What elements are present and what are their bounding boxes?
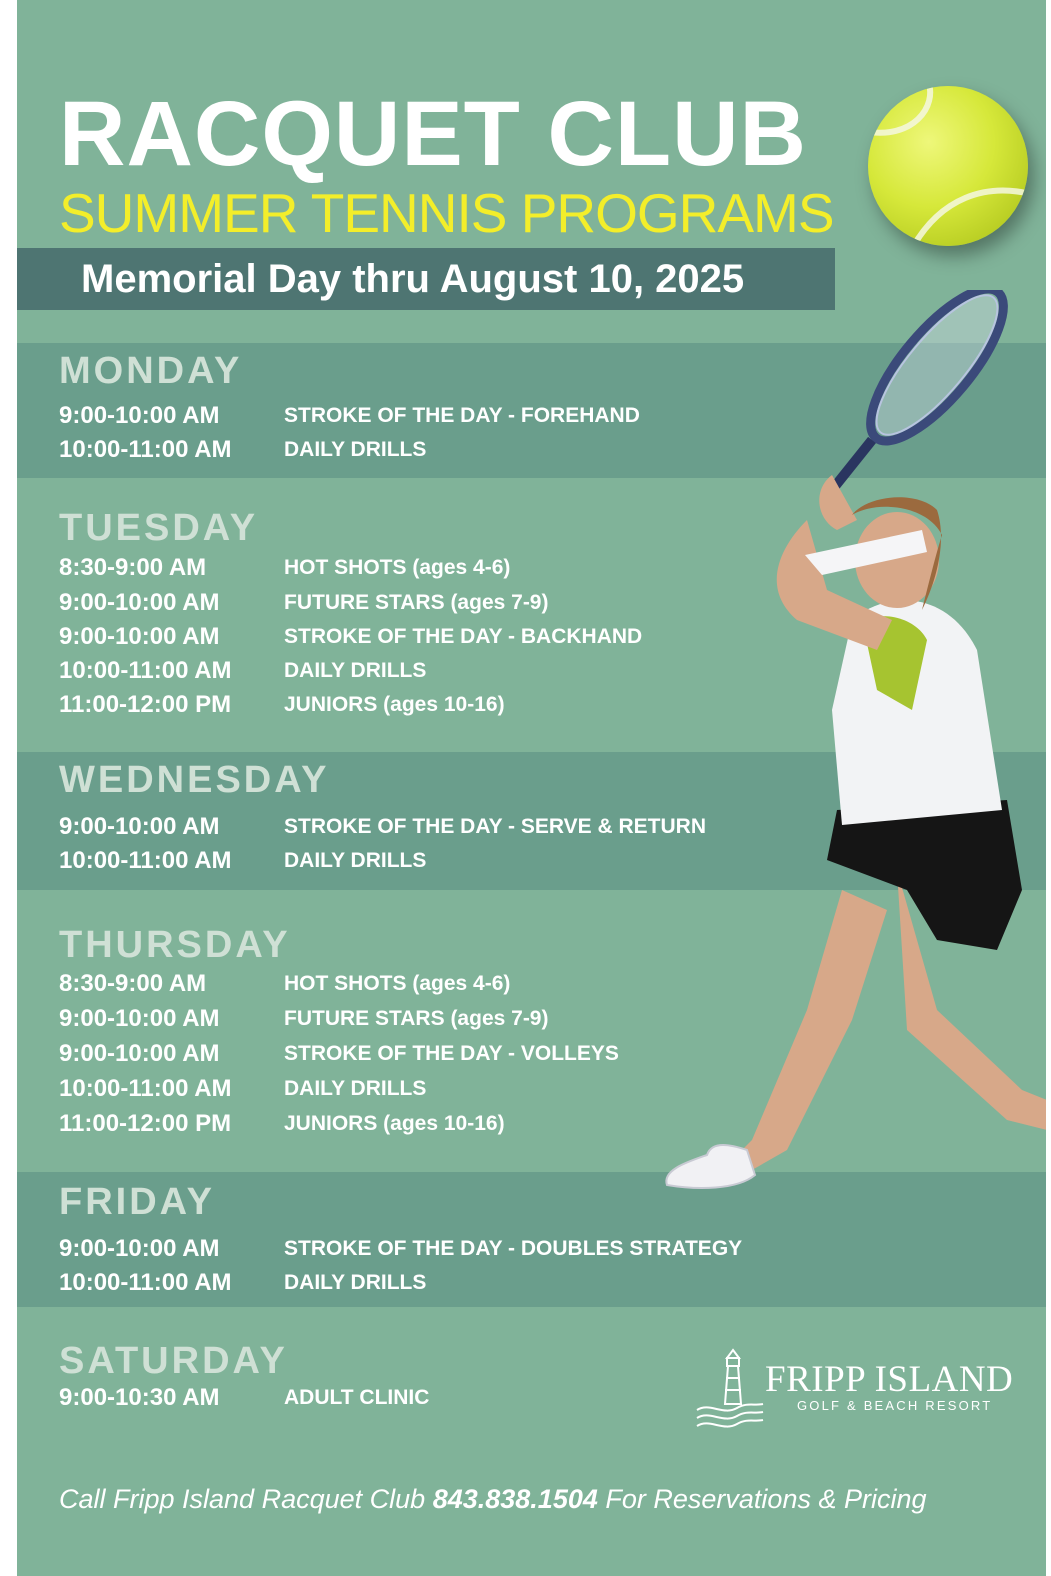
footer-suffix: For Reservations & Pricing: [605, 1484, 927, 1514]
session-time: 9:00-10:00 AM: [59, 402, 220, 429]
lighthouse-icon: [695, 1344, 765, 1434]
session-time: 8:30-9:00 AM: [59, 554, 207, 581]
session-program: DAILY DRILLS: [284, 1077, 427, 1100]
day-heading-saturday: SATURDAY: [59, 1340, 288, 1382]
session-program: STROKE OF THE DAY - VOLLEYS: [284, 1042, 619, 1065]
session-time: 10:00-11:00 AM: [59, 657, 232, 684]
session-time: 9:00-10:00 AM: [59, 623, 220, 650]
date-range-text: Memorial Day thru August 10, 2025: [81, 257, 745, 301]
session-time: 11:00-12:00 PM: [59, 691, 232, 718]
session-program: STROKE OF THE DAY - SERVE & RETURN: [284, 815, 707, 838]
session-program: HOT SHOTS (ages 4-6): [284, 972, 511, 995]
session-time: 8:30-9:00 AM: [59, 970, 207, 997]
session-time: 10:00-11:00 AM: [59, 1269, 232, 1296]
day-heading-tuesday: TUESDAY: [59, 507, 259, 549]
poster: [17, 0, 1046, 1576]
tennis-racket-icon: [832, 290, 1024, 490]
session-time: 9:00-10:00 AM: [59, 589, 220, 616]
session-program: STROKE OF THE DAY - DOUBLES STRATEGY: [284, 1237, 743, 1260]
session-time: 10:00-11:00 AM: [59, 436, 232, 463]
logo-name: FRIPP ISLAND: [765, 1359, 1014, 1400]
session-program: STROKE OF THE DAY - FOREHAND: [284, 404, 640, 427]
session-program: STROKE OF THE DAY - BACKHAND: [284, 625, 643, 648]
session-time: 11:00-12:00 PM: [59, 1110, 232, 1137]
day-heading-thursday: THURSDAY: [59, 924, 291, 966]
session-time: 9:00-10:00 AM: [59, 1005, 220, 1032]
session-program: JUNIORS (ages 10-16): [284, 1112, 505, 1135]
session-time: 10:00-11:00 AM: [59, 1075, 232, 1102]
session-time: 9:00-10:30 AM: [59, 1384, 220, 1411]
session-program: DAILY DRILLS: [284, 659, 427, 682]
footer-phone[interactable]: 843.838.1504: [432, 1484, 598, 1514]
footer-prefix: Call Fripp Island Racquet Club: [59, 1484, 426, 1514]
session-program: DAILY DRILLS: [284, 438, 427, 461]
day-heading-monday: MONDAY: [59, 350, 243, 392]
session-program: FUTURE STARS (ages 7-9): [284, 591, 549, 614]
footer-call-to-action: [59, 1484, 927, 1515]
session-program: JUNIORS (ages 10-16): [284, 693, 505, 716]
day-heading-wednesday: WEDNESDAY: [59, 759, 330, 801]
session-time: 10:00-11:00 AM: [59, 847, 232, 874]
fripp-island-logo: [695, 1344, 1025, 1434]
page-title: RACQUET CLUB: [59, 83, 807, 185]
session-program: ADULT CLINIC: [284, 1386, 430, 1409]
session-program: HOT SHOTS (ages 4-6): [284, 556, 511, 579]
logo-tagline: GOLF & BEACH RESORT: [797, 1398, 993, 1413]
tennis-ball-icon: [868, 86, 1028, 246]
session-program: FUTURE STARS (ages 7-9): [284, 1007, 549, 1030]
session-time: 9:00-10:00 AM: [59, 813, 220, 840]
session-program: DAILY DRILLS: [284, 1271, 427, 1294]
page-subtitle: SUMMER TENNIS PROGRAMS: [59, 182, 834, 244]
day-heading-friday: FRIDAY: [59, 1181, 215, 1223]
session-time: 9:00-10:00 AM: [59, 1235, 220, 1262]
tennis-player-illustration: [637, 290, 1046, 1240]
session-time: 9:00-10:00 AM: [59, 1040, 220, 1067]
session-program: DAILY DRILLS: [284, 849, 427, 872]
